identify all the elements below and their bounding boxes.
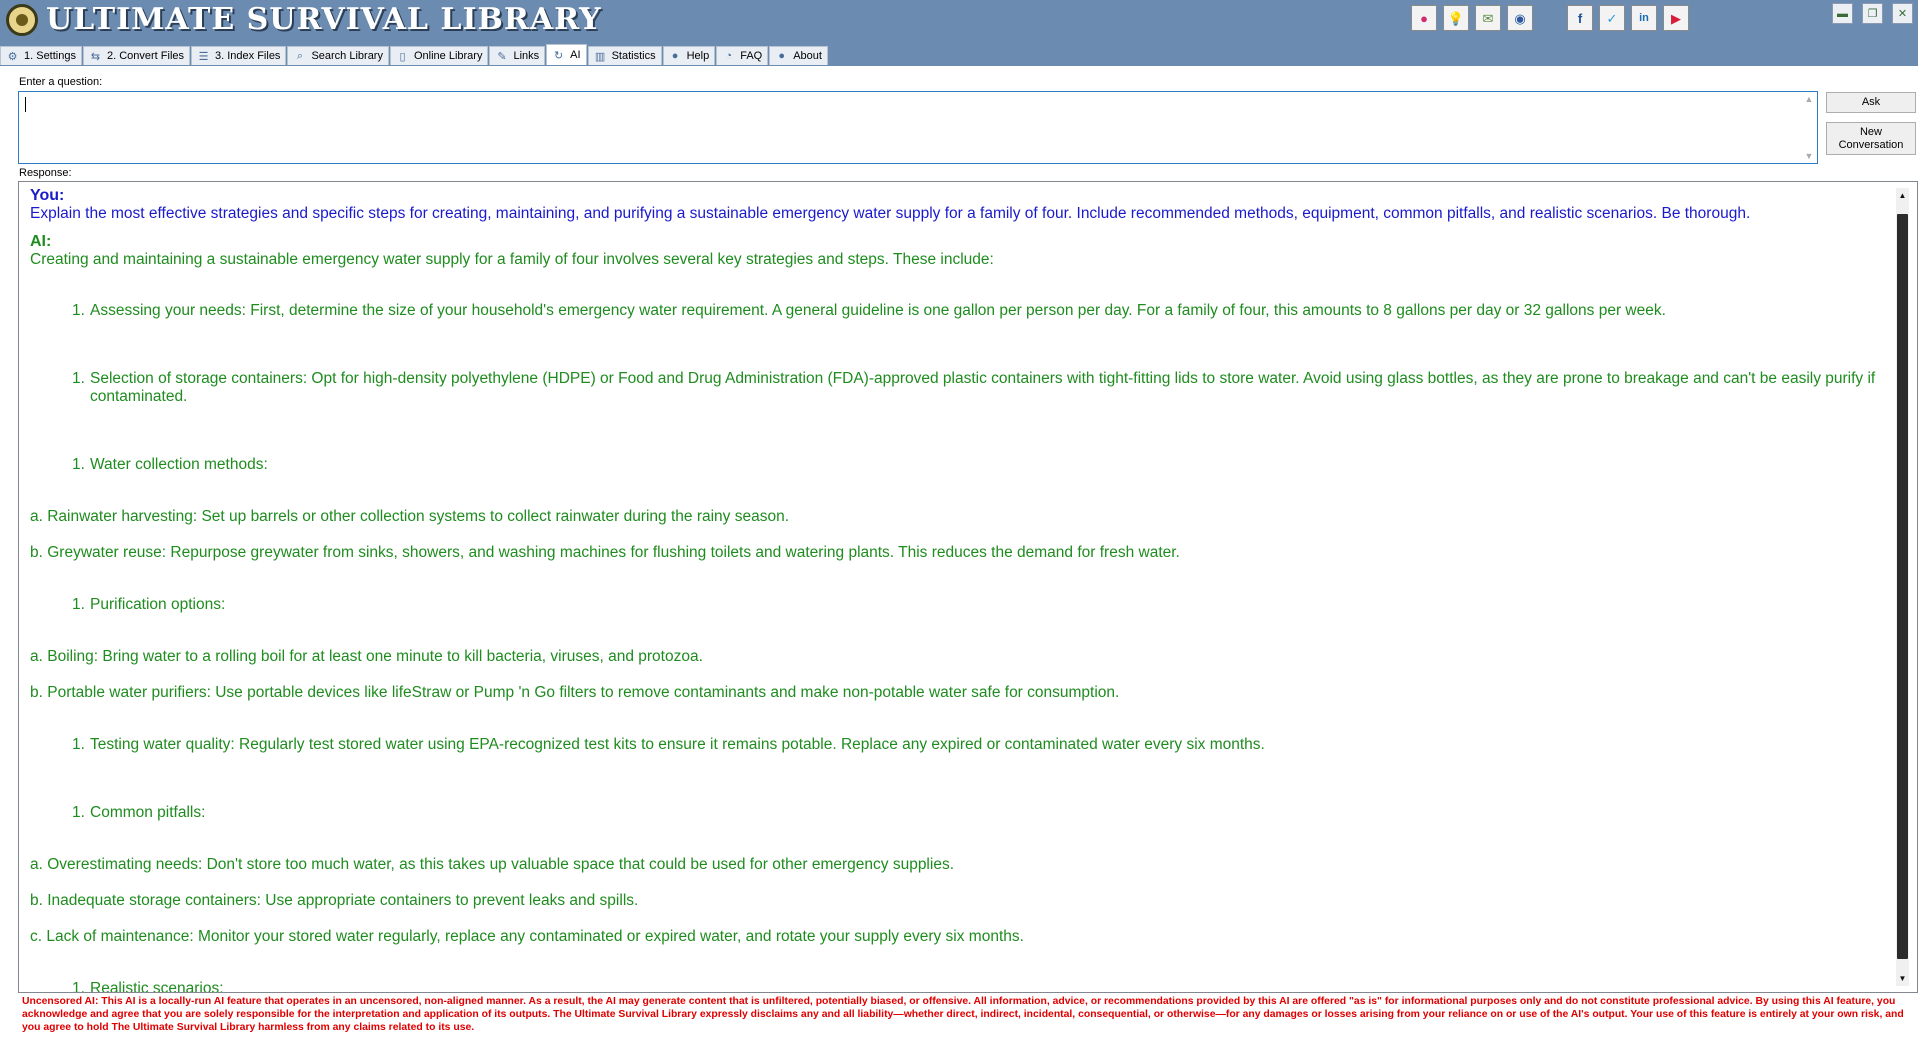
help-icon: ● [671, 50, 679, 62]
list-marker: 1. [72, 736, 85, 753]
book-icon: ▯ [399, 50, 406, 63]
question-input[interactable] [18, 91, 1818, 164]
tab-help[interactable]: ● Help [663, 46, 716, 65]
ai-sub-item: a. Boiling: Bring water to a rolling boil for at least one minute to kill bacteria, viruses, and protozoa. [30, 648, 703, 665]
title-bar [0, 0, 1918, 66]
library-seal-logo [6, 4, 38, 36]
you-speaker-label: You: [30, 187, 65, 204]
twitter-icon[interactable]: ✓ [1599, 5, 1625, 31]
ai-sub-item: b. Greywater reuse: Repurpose greywater from sinks, showers, and washing machines for flushing toilets and watering plants. This reduces the demand for fresh water. [30, 544, 1180, 561]
ai-list-item: Testing water quality: Regularly test stored water using EPA-recognized test kits to ensure it remains potable. Replace any expired or contaminated water every six months. [90, 736, 1265, 753]
globe-icon[interactable]: ◉ [1507, 5, 1533, 31]
list-marker: 1. [72, 804, 85, 821]
mail-icon[interactable]: ✉ [1475, 5, 1501, 31]
user-message: Explain the most effective strategies and specific steps for creating, maintaining, and purifying a sustainable emergency water supply for a family of four. Include recommended methods, equipment, common pitfalls, and realistic scenarios. Be thorough. [30, 205, 1751, 222]
tab-online-library[interactable]: ▯ Online Library [390, 46, 488, 65]
tab-bar [0, 46, 829, 66]
ai-disclaimer: Uncensored AI: This AI is a locally-run AI feature that operates in an uncensored, non-aligned manner. As a result, the AI may generate content that is unfiltered, potentially biased, or offensive. All information, advice, or recommendations provided by this AI are offered "as is" for informational purposes only and do not constitute professional advice. By using this AI feature, you acknowledge and agree that you are solely responsible for the interpretation and application of its outputs. The Ultimate Survival Library expressly disclaims any and all liability—whether direct, indirect, incidental, consequential, or otherwise—for any damages or losses arising from your reliance on or use of the AI's output. Your use of this feature is entirely at your own risk, and you agree to hold The Ultimate Survival Library harmless from any claims related to its use. [22, 996, 1904, 1033]
response-scrollbar[interactable] [1896, 188, 1909, 986]
tab-about[interactable]: ● About [769, 46, 828, 65]
tab-search-library[interactable]: ⌕ Search Library [287, 46, 389, 65]
ask-button[interactable]: Ask [1826, 92, 1916, 113]
list-marker: 1. [72, 456, 85, 473]
ai-list-item: Realistic scenarios: [90, 980, 224, 993]
app-title: ULTIMATE SURVIVAL LIBRARY [46, 2, 602, 37]
new-conversation-button[interactable]: New Conversation [1826, 122, 1916, 155]
facebook-icon[interactable]: f [1567, 5, 1593, 31]
list-marker: 1. [72, 596, 85, 613]
youtube-icon[interactable]: ▶ [1663, 5, 1689, 31]
response-panel[interactable] [18, 181, 1918, 993]
response-label: Response: [19, 167, 72, 179]
tab-links[interactable]: ✎ Links [489, 46, 545, 65]
ai-speaker-label: AI: [30, 233, 52, 250]
ai-icon: ↻ [554, 49, 564, 62]
tab-index-files[interactable]: ☰ 3. Index Files [191, 46, 286, 65]
gear-icon: ⚙ [7, 50, 18, 63]
tab-ai[interactable]: ↻ AI [546, 44, 586, 65]
list-marker: 1. [72, 980, 85, 993]
scroll-down-icon[interactable]: ▼ [1898, 974, 1907, 983]
ai-list-item: Selection of storage containers: Opt for high-density polyethylene (HDPE) or Food and Drug Administration (FDA)-approved plastic containers with tight-fitting lids to store water. Avoid using glass bottles, as they are prone to breakage and can't be easily purify if contaminated. [90, 370, 1876, 405]
heart-icon[interactable]: ● [1411, 5, 1437, 31]
ai-sub-item: c. Lack of maintenance: Monitor your stored water regularly, replace any contaminated or expired water, and rotate your supply every six months. [30, 928, 1024, 945]
ai-sub-item: a. Overestimating needs: Don't store too much water, as this takes up valuable space that could be used for other emergency supplies. [30, 856, 954, 873]
ai-sub-item: b. Portable water purifiers: Use portable devices like lifeStraw or Pump 'n Go filters to remove contaminants and make non-potable water safe for consumption. [30, 684, 1120, 701]
tab-settings[interactable]: ⚙ 1. Settings [0, 46, 82, 65]
close-icon[interactable]: ✕ [1892, 3, 1913, 24]
tab-statistics[interactable]: ▥ Statistics [588, 46, 662, 65]
statistics-icon: ▥ [594, 50, 606, 63]
tab-convert-files[interactable]: ⇆ 2. Convert Files [83, 46, 190, 65]
question-label: Enter a question: [19, 76, 103, 88]
convert-icon: ⇆ [90, 50, 101, 63]
scroll-up-icon[interactable]: ▲ [1898, 191, 1907, 200]
about-icon: ● [778, 50, 786, 62]
ai-list-item: Assessing your needs: First, determine the size of your household's emergency water requirement. A general guideline is one gallon per person per day. For a family of four, this amounts to 8 gallons per day or 32 gallons per week. [90, 302, 1666, 319]
search-icon: ⌕ [296, 49, 304, 62]
list-marker: 1. [72, 370, 85, 387]
ai-intro: Creating and maintaining a sustainable emergency water supply for a family of four involves several key strategies and steps. These include: [30, 251, 994, 268]
text-caret [25, 97, 26, 112]
ai-list-item: Purification options: [90, 596, 226, 613]
ai-list-item: Common pitfalls: [90, 804, 206, 821]
linkedin-icon[interactable]: in [1631, 5, 1657, 31]
question-scrollbar[interactable]: ▲ ▼ [1804, 94, 1814, 161]
index-icon: ☰ [198, 50, 209, 63]
scrollbar-thumb[interactable] [1897, 214, 1908, 959]
ai-sub-item: b. Inadequate storage containers: Use appropriate containers to prevent leaks and spills. [30, 892, 639, 909]
links-icon: ✎ [497, 50, 507, 63]
ai-sub-item: a. Rainwater harvesting: Set up barrels or other collection systems to collect rainwater during the rainy season. [30, 508, 790, 525]
minimize-icon[interactable]: ▬ [1832, 3, 1853, 24]
ai-list-item: Water collection methods: [90, 456, 268, 473]
restore-icon[interactable]: ❐ [1862, 3, 1883, 24]
faq-icon: ◔ [725, 50, 733, 62]
lightbulb-icon[interactable]: 💡 [1443, 5, 1469, 31]
tab-faq[interactable]: ◔ FAQ [716, 46, 768, 65]
list-marker: 1. [72, 302, 85, 319]
